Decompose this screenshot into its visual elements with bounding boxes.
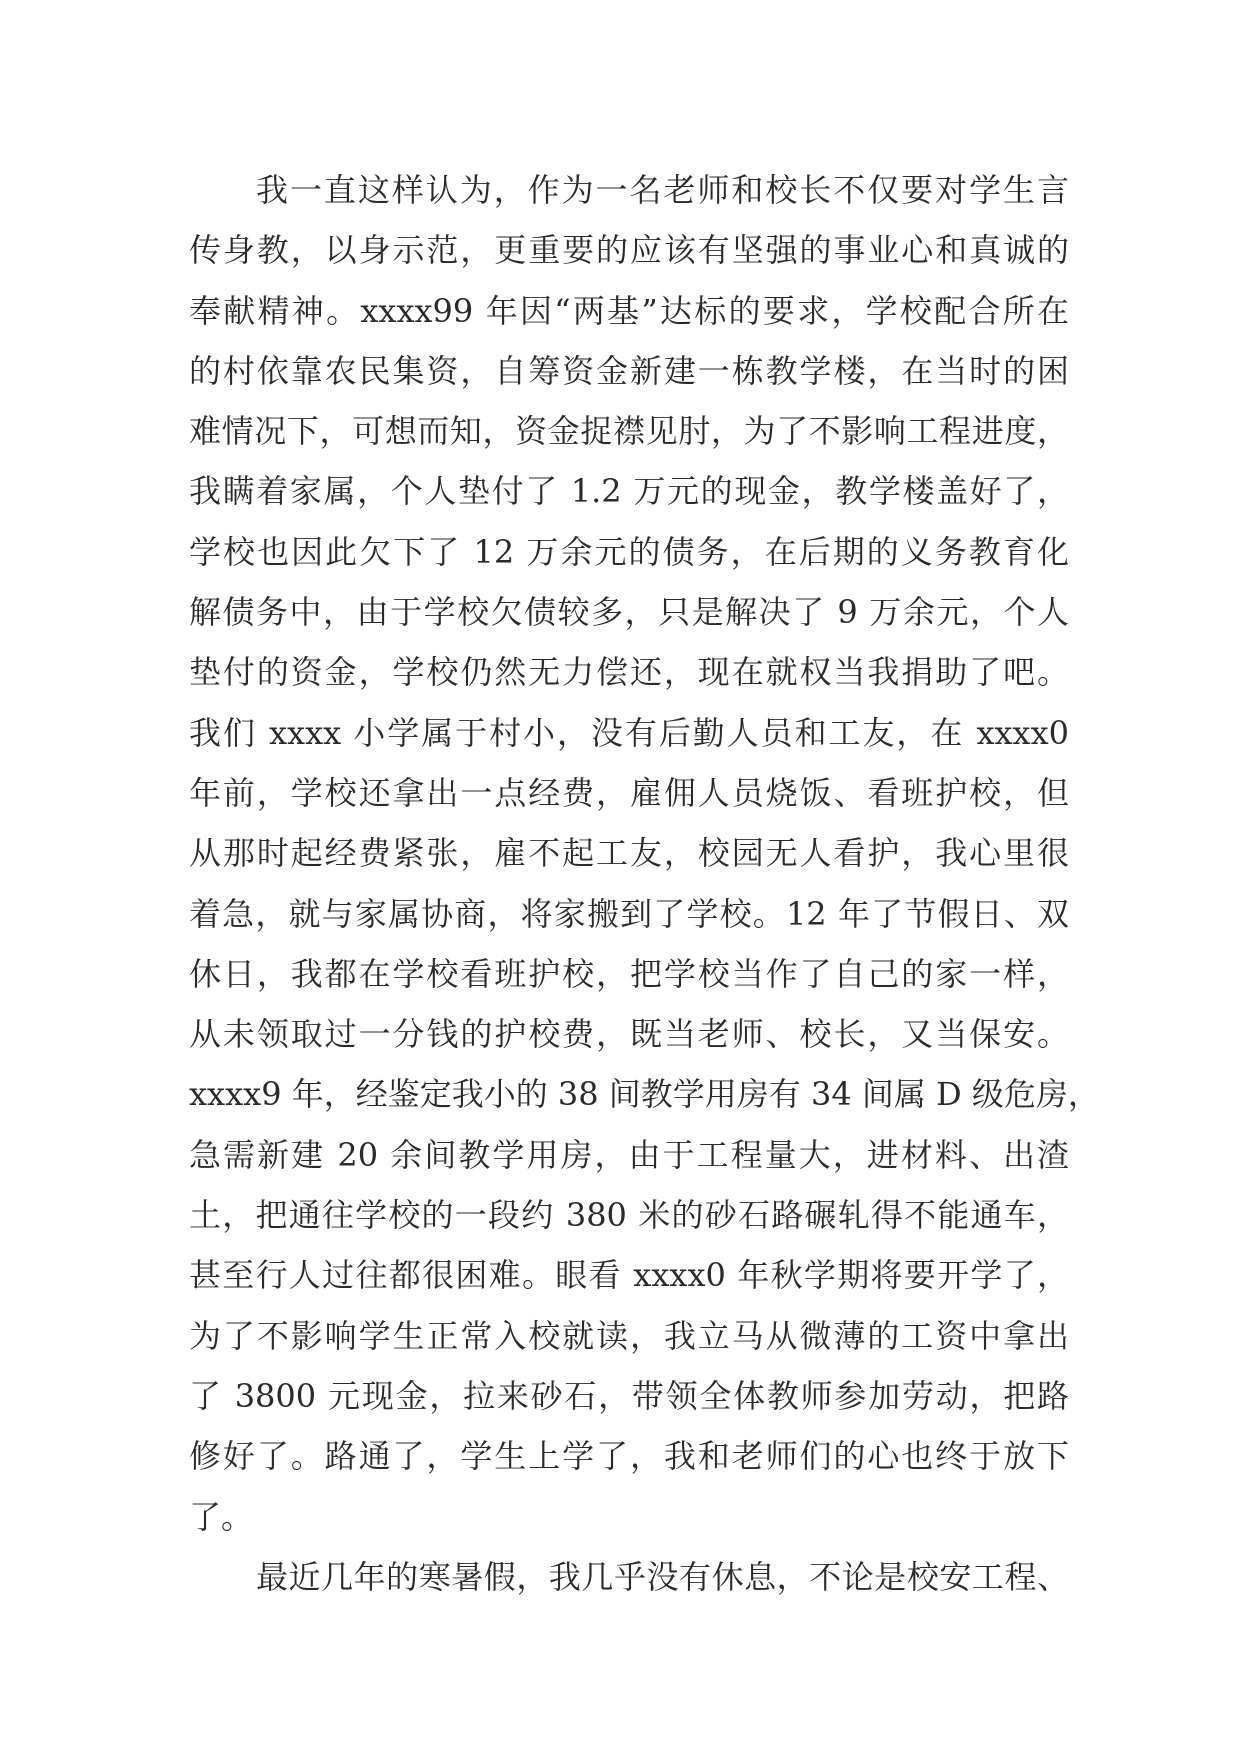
document-body	[189, 160, 1100, 1607]
paragraph-line: 甚至行人过往都很困难。眼看 xxxx0 年秋学期将要开学了，	[189, 1256, 1069, 1295]
paragraph-1	[189, 160, 1100, 1547]
paragraph-line: 我一直这样认为，作为一名老师和校长不仅要对学生言	[256, 171, 1069, 209]
paragraph-line: 我们 xxxx 小学属于村小，没有后勤人员和工友，在 xxxx0	[189, 713, 1069, 752]
paragraph-line: 垫付的资金，学校仍然无力偿还，现在就权当我捐助了吧。	[189, 653, 1069, 692]
paragraph-2	[189, 1547, 1069, 1607]
paragraph-line: 解债务中，由于学校欠债较多，只是解决了 9 万余元，个人	[189, 593, 1069, 632]
paragraph-line: 从未领取过一分钱的护校费，既当老师、校长，又当保安。	[189, 1015, 1069, 1054]
paragraph-line: 了。	[189, 1497, 254, 1536]
paragraph-line: 着急，就与家属协商，将家搬到了学校。12 年了节假日、双	[189, 894, 1069, 933]
paragraph-line: 了 3800 元现金，拉来砂石，带领全体教师参加劳动，把路	[189, 1376, 1069, 1415]
paragraph-line: 休日，我都在学校看班护校，把学校当作了自己的家一样，	[189, 954, 1069, 993]
paragraph-line: 从那时起经费紧张，雇不起工友，校园无人看护，我心里很	[189, 834, 1069, 873]
paragraph-line: 修好了。路通了，学生上学了，我和老师们的心也终于放下	[189, 1437, 1069, 1476]
paragraph-line: 年前，学校还拿出一点经费，雇佣人员烧饭、看班护校，但	[189, 773, 1069, 812]
paragraph-line: 急需新建 20 余间教学用房，由于工程量大，进材料、出渣	[189, 1135, 1069, 1174]
paragraph-line: 学校也因此欠下了 12 万余元的债务，在后期的义务教育化	[189, 532, 1069, 571]
paragraph-line: 为了不影响学生正常入校就读，我立马从微薄的工资中拿出	[189, 1316, 1069, 1355]
paragraph-line: 传身教，以身示范，更重要的应该有坚强的事业心和真诚的	[189, 231, 1069, 270]
paragraph-line: 最近几年的寒暑假，我几乎没有休息，不论是校安工程、	[256, 1557, 1069, 1596]
paragraph-line: 的村依靠农民集资，自筹资金新建一栋教学楼，在当时的困	[189, 351, 1069, 390]
paragraph-line: 土，把通往学校的一段约 380 米的砂石路碾轧得不能通车，	[189, 1196, 1069, 1235]
paragraph-line: 难情况下，可想而知，资金捉襟见肘，为了不影响工程进度，	[189, 412, 1069, 451]
paragraph-line: 奉献精神。xxxx99 年因“两基”达标的要求，学校配合所在	[189, 291, 1069, 330]
paragraph-line: xxxx9 年，经鉴定我小的 38 间教学用房有 34 间属 D 级危房，	[189, 1075, 1100, 1114]
paragraph-line: 我瞒着家属，个人垫付了 1.2 万元的现金，教学楼盖好了，	[189, 472, 1069, 511]
